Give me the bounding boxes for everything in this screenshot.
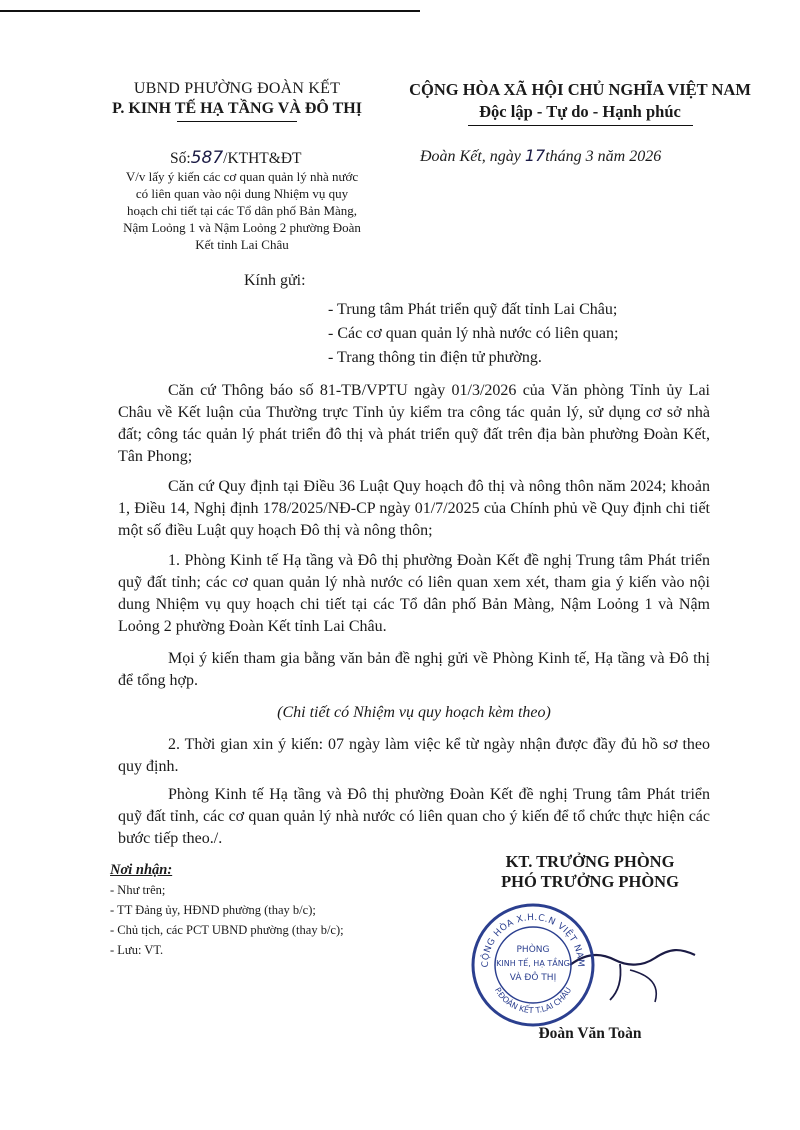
attachment-note: (Chi tiết có Nhiệm vụ quy hoạch kèm theo) xyxy=(277,704,551,721)
body-paragraph-3 xyxy=(118,550,710,638)
issuer-ward: UBND PHƯỜNG ĐOÀN KẾT xyxy=(133,80,341,97)
distribution-item: - Như trên; xyxy=(110,883,166,897)
recipient-list xyxy=(328,298,618,370)
date-suffix: tháng 3 năm 2026 xyxy=(545,148,662,165)
distribution-item: - TT Đảng ủy, HĐND phường (thay b/c); xyxy=(110,903,316,917)
body-text: Căn cứ Thông báo số 81-TB/VPTU ngày 01/3/2026 của Văn phòng Tỉnh ủy Lai Châu về Kết luận của Thường trực Tỉnh ủy kiểm tra công tác quản lý, sử dụng cơ sở nhà đất; công tác quản lý phát triển đô thị và phát triển quỹ đất trên địa bàn phường Đoàn Kết, Tân Phong; xyxy=(118,382,710,465)
distribution-item: - Lưu: VT. xyxy=(110,943,164,957)
signer-position: PHÓ TRƯỞNG PHÒNG xyxy=(501,872,679,891)
document-number-handwritten: 587 xyxy=(190,148,224,168)
document-number xyxy=(170,148,302,168)
salutation: Kính gửi: xyxy=(244,272,306,289)
signature-block xyxy=(470,852,710,892)
subject-line: có liên quan vào nội dung Nhiệm vụ quy xyxy=(135,186,349,201)
distribution-item: - Chủ tịch, các PCT UBND phường (thay b/c); xyxy=(110,923,344,937)
recipient-item: - Trung tâm Phát triển quỹ đất tỉnh Lai Châu; xyxy=(328,301,618,318)
document-number-suffix: /KTHT&ĐT xyxy=(223,150,302,167)
place-date xyxy=(420,146,661,166)
seal-center-3: VÀ ĐÔ THỊ xyxy=(509,973,557,983)
distribution-title: Nơi nhận: xyxy=(110,862,173,878)
subject-line: Nậm Loỏng 1 và Nậm Loỏng 2 phường Đoàn xyxy=(123,220,361,235)
body-text: 1. Phòng Kinh tế Hạ tầng và Đô thị phường Đoàn Kết đề nghị Trung tâm Phát triển quỹ đất tỉnh; các cơ quan quản lý nhà nước có liên quan xem xét, tham gia ý kiến vào nội dung Nhiệm vụ quy hoạch chi tiết tại các Tổ dân phố Bản Màng, Nậm Loỏng 1 và Nậm Loỏng 2 phường Đoàn Kết tỉnh Lai Châu. xyxy=(118,552,710,635)
document-number-prefix: Số: xyxy=(170,150,191,167)
body-text: Mọi ý kiến tham gia bằng văn bản đề nghị gửi về Phòng Kinh tế, Hạ tầng và Đô thị để tổng hợp. xyxy=(118,650,710,689)
subject-line: V/v lấy ý kiến các cơ quan quản lý nhà nước xyxy=(125,169,359,184)
recipient-item: - Các cơ quan quản lý nhà nước có liên quan; xyxy=(328,325,619,342)
seal-ring-bottom: P.ĐOÀN KẾT T.LAI CHÂU xyxy=(492,985,574,1016)
body-paragraph-4 xyxy=(118,648,710,692)
body-text: Căn cứ Quy định tại Điều 36 Luật Quy hoạch đô thị và nông thôn năm 2024; khoản 1, Điều 14, Nghị định 178/2025/NĐ-CP ngày 01/7/2025 của Chính phủ về Quy định chi tiết một số điều Luật quy hoạch Đô thị và nông thôn; xyxy=(118,478,710,539)
body-text: Phòng Kinh tế Hạ tầng và Đô thị phường Đoàn Kết đề nghị Trung tâm Phát triển quỹ đất tỉnh, các cơ quan quản lý nhà nước có liên quan cho ý kiến để tổ chức thực hiện các bước tiếp theo./. xyxy=(118,786,710,847)
date-day-handwritten: 17 xyxy=(524,146,546,165)
subject-line: hoạch chi tiết tại các Tổ dân phố Bản Màng, xyxy=(126,203,358,218)
signer-name: Đoàn Văn Toàn xyxy=(538,1025,642,1042)
signer-authority: KT. TRƯỞNG PHÒNG xyxy=(505,852,675,871)
national-title: CỘNG HÒA XÃ HỘI CHỦ NGHĨA VIỆT NAM xyxy=(409,80,751,99)
issuer-header xyxy=(92,80,382,122)
body-paragraph-6 xyxy=(118,784,710,850)
issuer-department: P. KINH TẾ HẠ TẦNG VÀ ĐÔ THỊ xyxy=(112,100,362,117)
motto-underline xyxy=(468,125,693,126)
seal-center-2: KINH TẾ, HẠ TẦNG xyxy=(496,959,570,968)
document-subject xyxy=(92,168,392,253)
subject-line: Kết tỉnh Lai Châu xyxy=(195,237,289,252)
issuer-underline xyxy=(177,121,297,122)
seal-ring-top: CỘNG HÒA X.H.C.N VIỆT NAM xyxy=(480,912,586,968)
national-motto: Độc lập - Tự do - Hạnh phúc xyxy=(479,102,681,121)
recipient-item: - Trang thông tin điện tử phường. xyxy=(328,349,542,366)
distribution-list xyxy=(110,860,344,960)
top-border-line xyxy=(0,10,420,12)
body-text: 2. Thời gian xin ý kiến: 07 ngày làm việc kể từ ngày nhận được đầy đủ hồ sơ theo quy định. xyxy=(118,736,710,775)
seal-center-1: PHÒNG xyxy=(516,945,550,955)
body-paragraph-5 xyxy=(118,734,710,778)
national-header xyxy=(390,80,770,126)
date-prefix: Đoàn Kết, ngày xyxy=(420,148,525,165)
official-seal-icon xyxy=(468,900,598,1030)
body-paragraph-2 xyxy=(118,476,710,542)
body-paragraph-1 xyxy=(118,380,710,468)
